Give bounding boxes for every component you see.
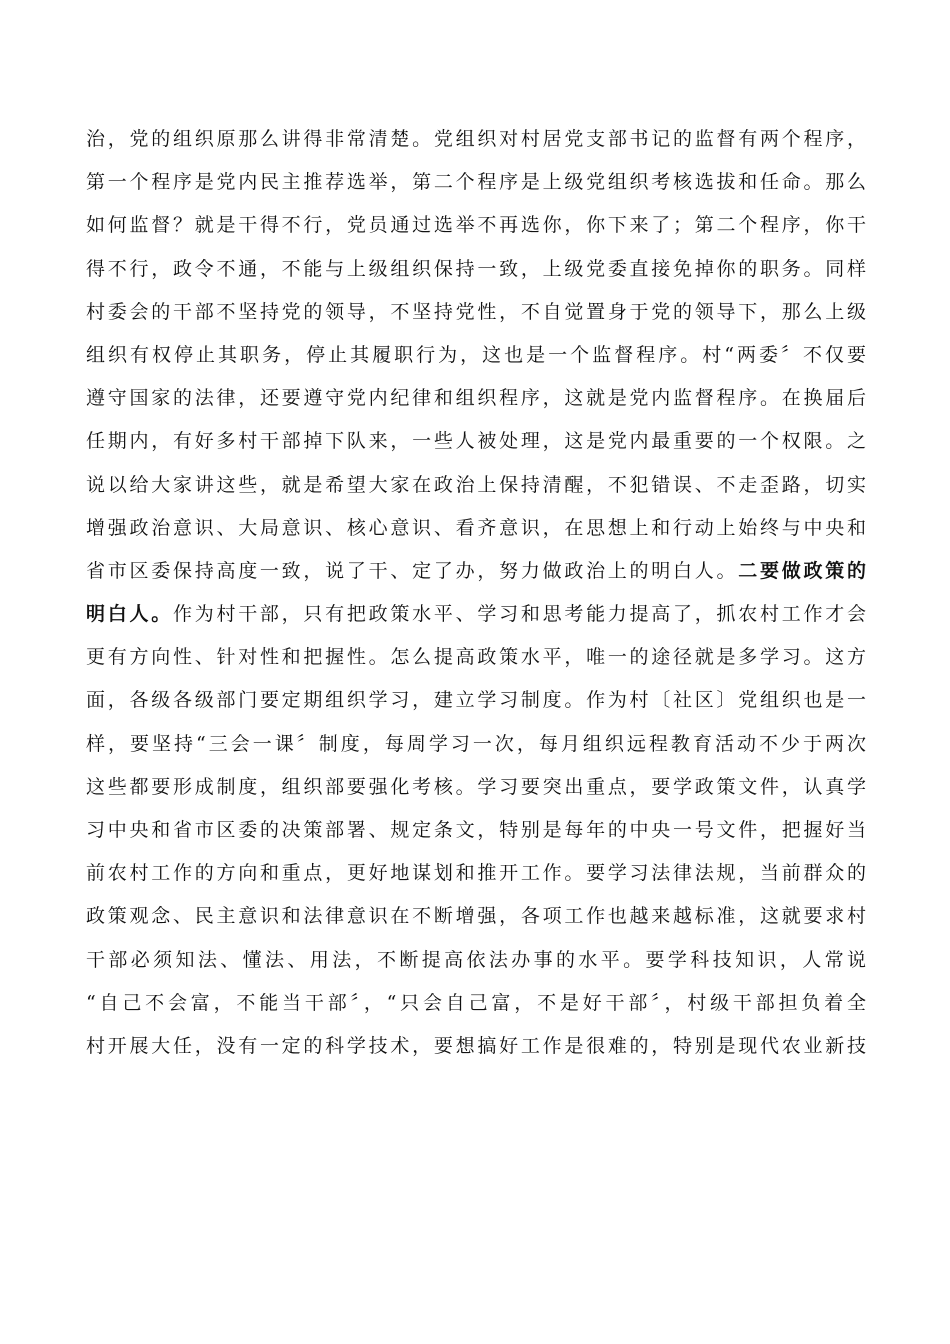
text-line xyxy=(86,636,866,679)
text-line xyxy=(86,507,866,550)
line-text: 说以给大家讲这些，就是希望大家在政治上保持清醒，不犯错误、不走歪路，切实 xyxy=(86,473,866,496)
line-text: 村开展大任，没有一定的科学技术，要想搞好工作是很难的，特别是现代农业新技 xyxy=(86,1034,866,1057)
body-text xyxy=(86,118,866,1068)
text-line xyxy=(86,809,866,852)
line-text: 面，各级各级部门要定期组织学习，建立学习制度。作为村〔社区〕党组织也是一 xyxy=(86,689,866,712)
text-line xyxy=(86,291,866,334)
bold-heading-text: 二要做政策的 xyxy=(738,559,866,582)
line-text: 第一个程序是党内民主推荐选举，第二个程序是上级党组织考核选拔和任命。那么 xyxy=(86,171,866,194)
text-line xyxy=(86,161,866,204)
line-text: 得不行，政令不通，不能与上级组织保持一致，上级党委直接免掉你的职务。同样 xyxy=(86,257,866,280)
text-line xyxy=(86,1025,866,1068)
line-text: 省市区委保持高度一致，说了干、定了办，努力做政治上的明白人。 xyxy=(86,559,739,582)
line-text: 习中央和省市区委的决策部署、规定条文，特别是每年的中央一号文件，把握好当 xyxy=(86,819,866,841)
line-text: 村委会的干部不坚持党的领导，不坚持党性，不自觉置身于党的领导下，那么上级 xyxy=(86,300,866,323)
line-text: 样，要坚持“三会一课〞制度，每周学习一次，每月组织远程教育活动不少于两次 xyxy=(86,732,866,755)
text-line xyxy=(86,464,866,507)
text-line xyxy=(86,895,866,938)
line-text: 干部必须知法、懂法、用法，不断提高依法办事的水平。要学科技知识，人常说 xyxy=(86,948,866,971)
text-line xyxy=(86,852,866,895)
line-text: 这些都要形成制度，组织部要强化考核。学习要突出重点，要学政策文件，认真学 xyxy=(86,775,866,798)
text-line xyxy=(86,550,866,593)
line-text: 更有方向性、针对性和把握性。怎么提高政策水平，唯一的途径就是多学习。这方 xyxy=(86,646,866,669)
text-line xyxy=(86,766,866,809)
line-text: 任期内，有好多村干部掉下队来，一些人被处理，这是党内最重要的一个权限。之 xyxy=(86,430,866,453)
text-line xyxy=(86,723,866,766)
text-line xyxy=(86,248,866,291)
line-text: 组织有权停止其职务，停止其履职行为，这也是一个监督程序。村“两委〞不仅要 xyxy=(86,343,866,366)
text-line xyxy=(86,118,866,161)
line-text: “自己不会富，不能当干部〞，“只会自己富，不是好干部〞，村级干部担负着全 xyxy=(86,991,866,1014)
text-line xyxy=(86,679,866,722)
line-text: 遵守国家的法律，还要遵守党内纪律和组织程序，这就是党内监督程序。在换届后 xyxy=(86,387,866,410)
text-line xyxy=(86,420,866,463)
text-line xyxy=(86,334,866,377)
text-line xyxy=(86,982,866,1025)
text-line xyxy=(86,377,866,420)
text-line xyxy=(86,939,866,982)
line-text: 作为村干部，只有把政策水平、学习和思考能力提高了，抓农村工作才会 xyxy=(172,603,866,626)
text-line xyxy=(86,593,866,636)
line-text: 前农村工作的方向和重点，更好地谋划和推开工作。要学习法律法规，当前群众的 xyxy=(86,862,866,885)
line-text: 增强政治意识、大局意识、核心意识、看齐意识，在思想上和行动上始终与中央和 xyxy=(86,516,866,539)
line-text: 如何监督？就是干得不行，党员通过选举不再选你，你下来了；第二个程序，你干 xyxy=(86,214,866,237)
line-text: 政策观念、民主意识和法律意识在不断增强，各项工作也越来越标准，这就要求村 xyxy=(86,905,866,928)
bold-heading-text: 明白人。 xyxy=(86,603,173,626)
line-text: 治，党的组织原那么讲得非常清楚。党组织对村居党支部书记的监督有两个程序， xyxy=(86,128,866,150)
text-line xyxy=(86,204,866,247)
